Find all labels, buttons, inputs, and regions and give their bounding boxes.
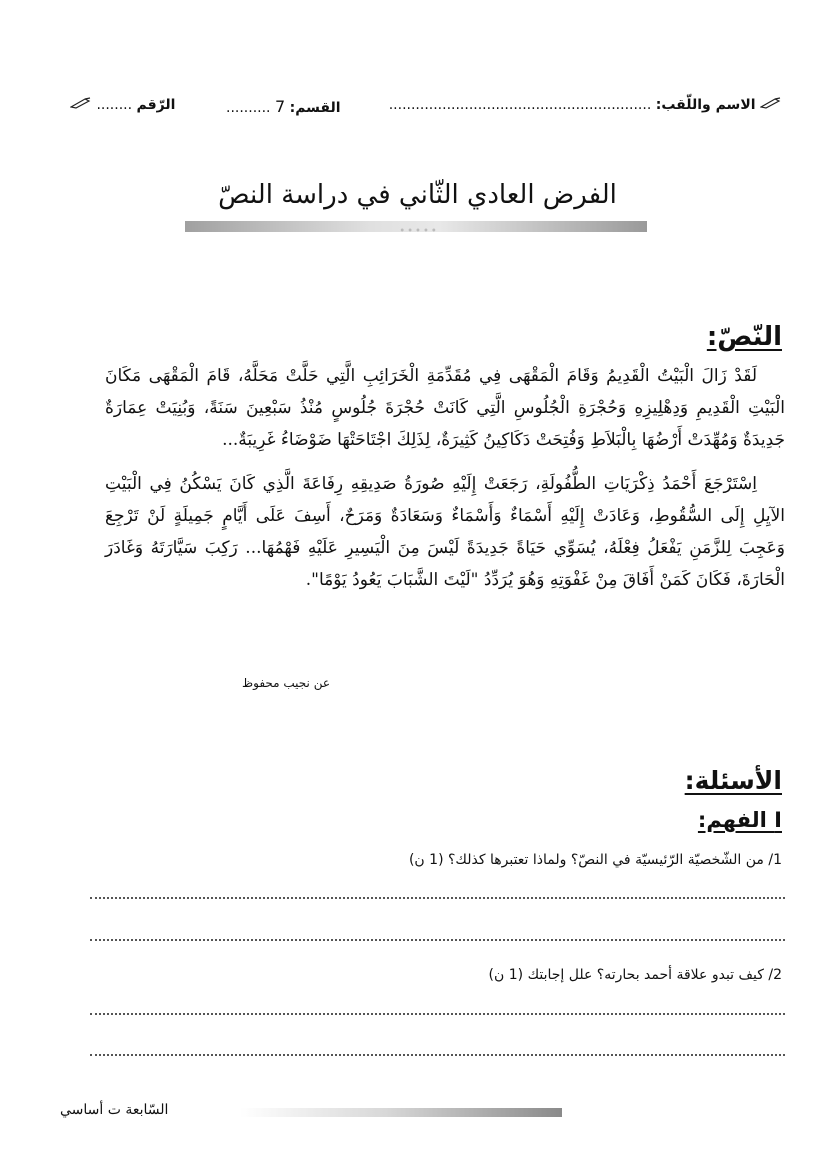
section-value: 7 [274, 97, 286, 116]
question-1: 1/ من الشّخصيّة الرّئيسيّة في النصّ؟ ولماذا تعتبرها كذلك؟ (1 ن) [408, 852, 782, 868]
comprehension-heading: I الفهم: [697, 808, 782, 832]
questions-heading: الأسئلة: [684, 766, 782, 795]
title-ornament: ••••• [399, 226, 439, 237]
question-2: 2/ كيف تبدو علاقة أحمد بحارته؟ علل إجابتك (1 ن) [488, 967, 782, 983]
passage-heading: النّصّ: [706, 322, 782, 352]
number-dots[interactable]: ........ [96, 97, 133, 113]
passage-text [105, 360, 785, 596]
section-dots[interactable]: .......... [226, 100, 271, 116]
pen-icon [760, 97, 782, 113]
name-field [389, 97, 782, 113]
passage-author: عن نجيب محفوظ [242, 676, 330, 690]
page-title: الفرض العادي الثّاني في دراسة النصّ [218, 180, 617, 210]
name-dots[interactable]: ........................................................... [388, 97, 652, 113]
footer-level: السّابعة ت أساسي [60, 1102, 169, 1118]
answer-line-4[interactable] [90, 1054, 785, 1056]
name-label: الاسم واللّقب: [655, 97, 756, 113]
section-field [226, 97, 341, 116]
answer-line-3[interactable] [90, 1013, 785, 1015]
footer-bar [240, 1108, 562, 1117]
answer-line-2[interactable] [90, 939, 785, 941]
number-label: الرّقم [136, 97, 176, 113]
passage-paragraph: اِسْتَرْجَعَ أَحْمَدُ ذِكْرَيَاتِ الطُّفُولَةِ، رَجَعَتْ إِلَيْهِ صُورَةُ صَدِيقِهِ رِفَاعَةَ الَّذِي كَانَ يَسْكُنُ فِي الْبَيْتِ الآيِلِ إِلَى السُّقُوطِ، وَعَادَتْ إِلَيْهِ أَسْمَاءٌ وَأَسْمَاءٌ وَسَعَادَةٌ وَمَرَحٌ، أَسِفَ عَلَى أَيَّامٍ جَمِيلَةٍ لَنْ تَرْجِعَ وَعَجِبَ لِلزَّمَنِ يَفْعَلُ فِعْلَهُ، يُسَوِّي حَيَاةً جَدِيدَةً لَيْسَ مِنَ الْيَسِيرِ عَلَيْهِ فَهْمُهَا... رَكِبَ سَيَّارَتَهُ وَغَادَرَ الْحَارَةَ، فَكَانَ كَمَنْ أَفَاقَ مِنْ غَفْوَتِهِ وَهُوَ يُرَدِّدُ "لَيْتَ الشَّبَابَ يَعُودُ يَوْمًا". [105, 474, 785, 590]
section-label: القسم: [289, 100, 341, 116]
pen-icon [70, 97, 92, 113]
passage-paragraph: لَقَدْ زَالَ الْبَيْتُ الْقَدِيمُ وَقَامَ الْمَقْهَى فِي مُقَدِّمَةِ الْخَرَائِبِ الَّتِي حَلَّتْ مَحَلَّهُ، قَامَ الْمَقْهَى مَكَانَ الْبَيْتِ الْقَدِيمِ وَدِهْلِيزِهِ وَحُجْرَةِ الْجُلُوسِ الَّتِي كَانَتْ حُجْرَةَ جُلُوسٍ مُنْذُ سَبْعِينَ سَنَةً، وَبُنِيَتْ عِمَارَةٌ جَدِيدَةٌ وَمُهِّدَتْ أَرْضُهَا بِالْبَلاَطِ وَفُتِحَتْ دَكَاكِينُ كَثِيرَةٌ، لِذَلِكَ اجْتَاحَتْهَا ضَوْضَاءُ غَرِيبَةٌ... [105, 366, 785, 450]
number-field [70, 97, 175, 113]
answer-line-1[interactable] [90, 897, 785, 899]
